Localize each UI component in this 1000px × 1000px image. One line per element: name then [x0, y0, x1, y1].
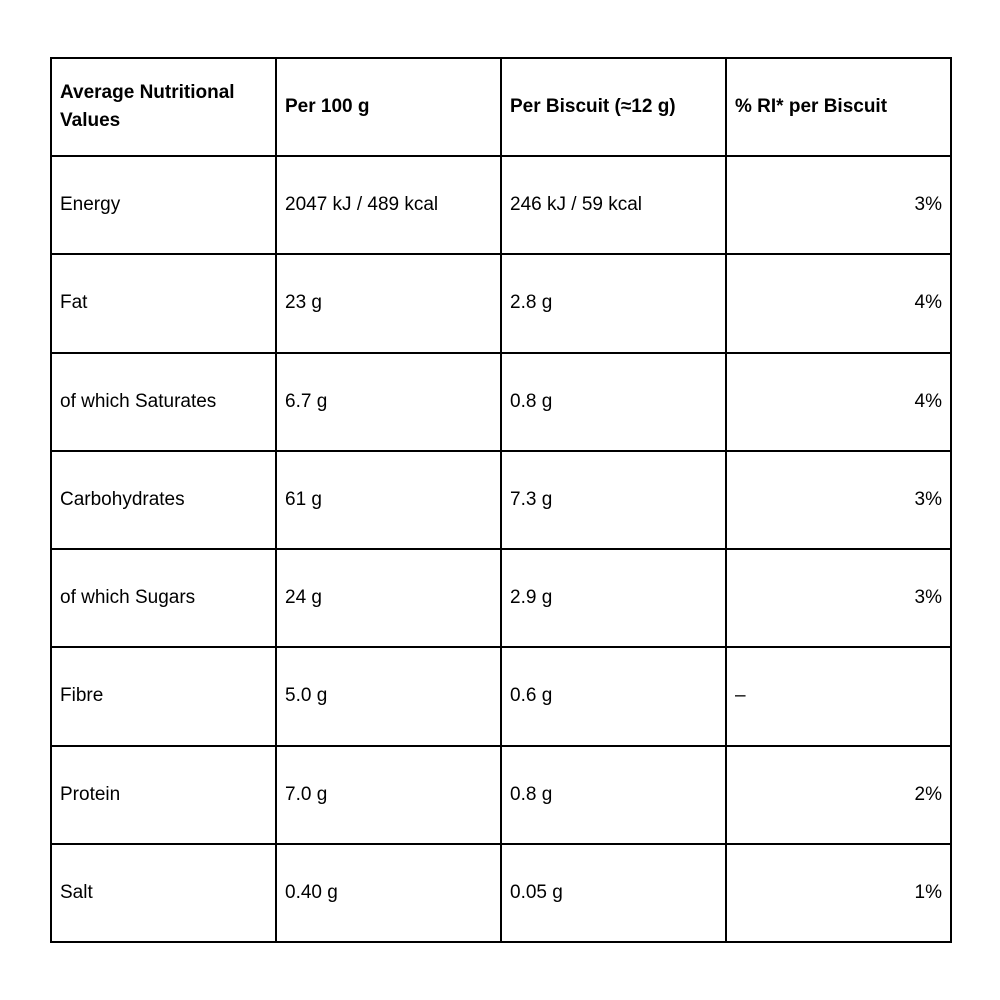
- per-biscuit-value: 0.05 g: [501, 844, 726, 942]
- per-100g-value: 23 g: [276, 254, 501, 352]
- nutrient-name: Fat: [51, 254, 276, 352]
- header-ri-per-biscuit: % RI* per Biscuit: [726, 58, 951, 156]
- nutrient-name: Carbohydrates: [51, 451, 276, 549]
- ri-value: 3%: [726, 451, 951, 549]
- per-biscuit-value: 2.9 g: [501, 549, 726, 647]
- table-row: [51, 353, 951, 451]
- table-row: [51, 451, 951, 549]
- ri-value: 2%: [726, 746, 951, 844]
- nutrient-name: Salt: [51, 844, 276, 942]
- per-biscuit-value: 7.3 g: [501, 451, 726, 549]
- ri-value: 1%: [726, 844, 951, 942]
- nutrient-name: Energy: [51, 156, 276, 254]
- ri-value: –: [726, 647, 951, 745]
- ri-value: 4%: [726, 254, 951, 352]
- ri-value: 3%: [726, 549, 951, 647]
- per-100g-value: 61 g: [276, 451, 501, 549]
- nutrient-name: of which Saturates: [51, 353, 276, 451]
- per-biscuit-value: 0.6 g: [501, 647, 726, 745]
- table-row: [51, 647, 951, 745]
- table-row: [51, 746, 951, 844]
- header-per-biscuit: Per Biscuit (≈12 g): [501, 58, 726, 156]
- per-100g-value: 2047 kJ / 489 kcal: [276, 156, 501, 254]
- per-biscuit-value: 246 kJ / 59 kcal: [501, 156, 726, 254]
- ri-value: 3%: [726, 156, 951, 254]
- per-biscuit-value: 0.8 g: [501, 746, 726, 844]
- per-100g-value: 7.0 g: [276, 746, 501, 844]
- per-100g-value: 0.40 g: [276, 844, 501, 942]
- header-per-100g: Per 100 g: [276, 58, 501, 156]
- table-header-row: [51, 58, 951, 156]
- nutrient-name: Protein: [51, 746, 276, 844]
- per-100g-value: 6.7 g: [276, 353, 501, 451]
- table-row: [51, 156, 951, 254]
- per-biscuit-value: 2.8 g: [501, 254, 726, 352]
- per-biscuit-value: 0.8 g: [501, 353, 726, 451]
- ri-value: 4%: [726, 353, 951, 451]
- nutrient-name: Fibre: [51, 647, 276, 745]
- nutrient-name: of which Sugars: [51, 549, 276, 647]
- nutrition-table: [50, 57, 952, 943]
- header-nutritional-values: Average Nutritional Values: [51, 58, 276, 156]
- table-row: [51, 254, 951, 352]
- per-100g-value: 5.0 g: [276, 647, 501, 745]
- table-row: [51, 844, 951, 942]
- table-row: [51, 549, 951, 647]
- per-100g-value: 24 g: [276, 549, 501, 647]
